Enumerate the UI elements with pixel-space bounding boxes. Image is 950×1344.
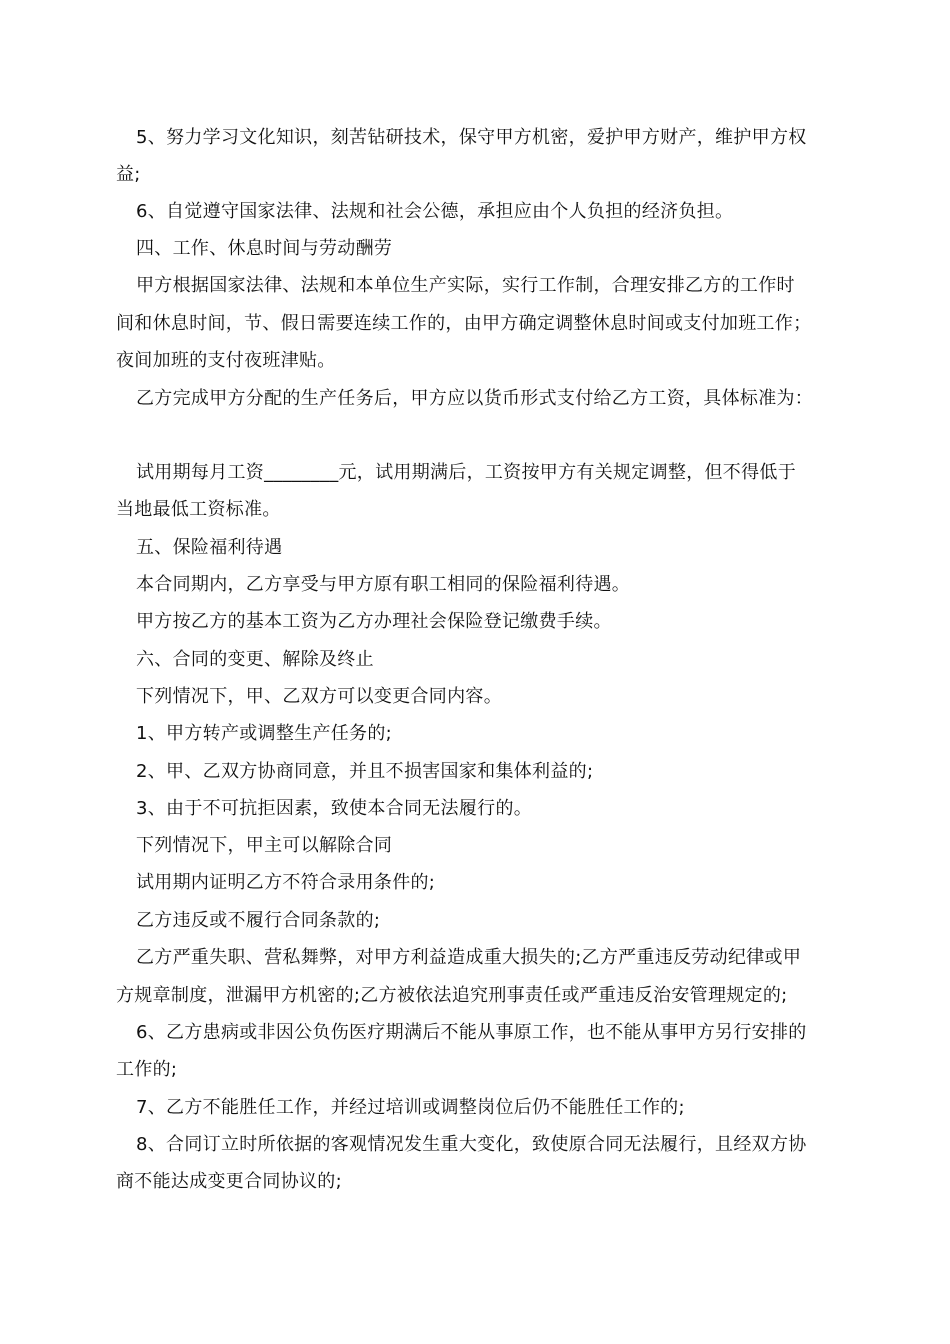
- paragraph-line: 下列情况下，甲主可以解除合同: [136, 835, 393, 856]
- paragraph-line: 夜间加班的支付夜班津贴。: [116, 350, 336, 371]
- paragraph-line: 试用期每月工资________元，试用期满后，工资按甲方有关规定调整，但不得低于: [136, 462, 796, 483]
- paragraph-line: 本合同期内，乙方享受与甲方原有职工相同的保险福利待遇。: [136, 574, 631, 595]
- paragraph-line: 商不能达成变更合同协议的;: [116, 1171, 342, 1192]
- paragraph-line: 当地最低工资标准。: [116, 499, 281, 520]
- list-item: 2、甲、乙双方协商同意，并且不损害国家和集体利益的;: [136, 761, 594, 782]
- list-item: 试用期内证明乙方不符合录用条件的;: [136, 872, 436, 893]
- paragraph-line: 乙方完成甲方分配的生产任务后，甲方应以货币形式支付给乙方工资，具体标准为：: [136, 388, 814, 409]
- paragraph-line: 下列情况下，甲、乙双方可以变更合同内容。: [136, 686, 502, 707]
- list-item: 1、甲方转产或调整生产任务的;: [136, 723, 393, 744]
- paragraph-line: 5、努力学习文化知识，刻苦钻研技术，保守甲方机密，爱护甲方财产，维护甲方权: [136, 127, 807, 148]
- paragraph-line: 益;: [116, 164, 141, 185]
- section-heading: 五、保险福利待遇: [136, 537, 283, 558]
- paragraph-line: 工作的;: [116, 1059, 178, 1080]
- list-item: 3、由于不可抗拒因素，致使本合同无法履行的。: [136, 798, 533, 819]
- paragraph-line: 甲方按乙方的基本工资为乙方办理社会保险登记缴费手续。: [136, 611, 612, 632]
- list-item: 乙方严重失职、营私舞弊，对甲方利益造成重大损失的;乙方严重违反劳动纪律或甲: [136, 947, 802, 968]
- list-item: 乙方违反或不履行合同条款的;: [136, 910, 381, 931]
- section-heading: 四、工作、休息时间与劳动酬劳: [136, 238, 393, 259]
- paragraph-line: 间和休息时间，节、假日需要连续工作的，由甲方确定调整休息时间或支付加班工作；: [116, 313, 812, 334]
- paragraph-line: 方规章制度，泄漏甲方机密的;乙方被依法追究刑事责任或严重违反治安管理规定的;: [116, 985, 788, 1006]
- list-item: 6、乙方患病或非因公负伤医疗期满后不能从事原工作，也不能从事甲方另行安排的: [136, 1022, 807, 1043]
- list-item: 7、乙方不能胜任工作，并经过培训或调整岗位后仍不能胜任工作的;: [136, 1097, 685, 1118]
- paragraph-line: 6、自觉遵守国家法律、法规和社会公德，承担应由个人负担的经济负担。: [136, 201, 734, 222]
- paragraph-line: 甲方根据国家法律、法规和本单位生产实际，实行工作制，合理安排乙方的工作时: [136, 275, 795, 296]
- list-item: 8、合同订立时所依据的客观情况发生重大变化，致使原合同无法履行，且经双方协: [136, 1134, 807, 1155]
- section-heading: 六、合同的变更、解除及终止: [136, 649, 374, 670]
